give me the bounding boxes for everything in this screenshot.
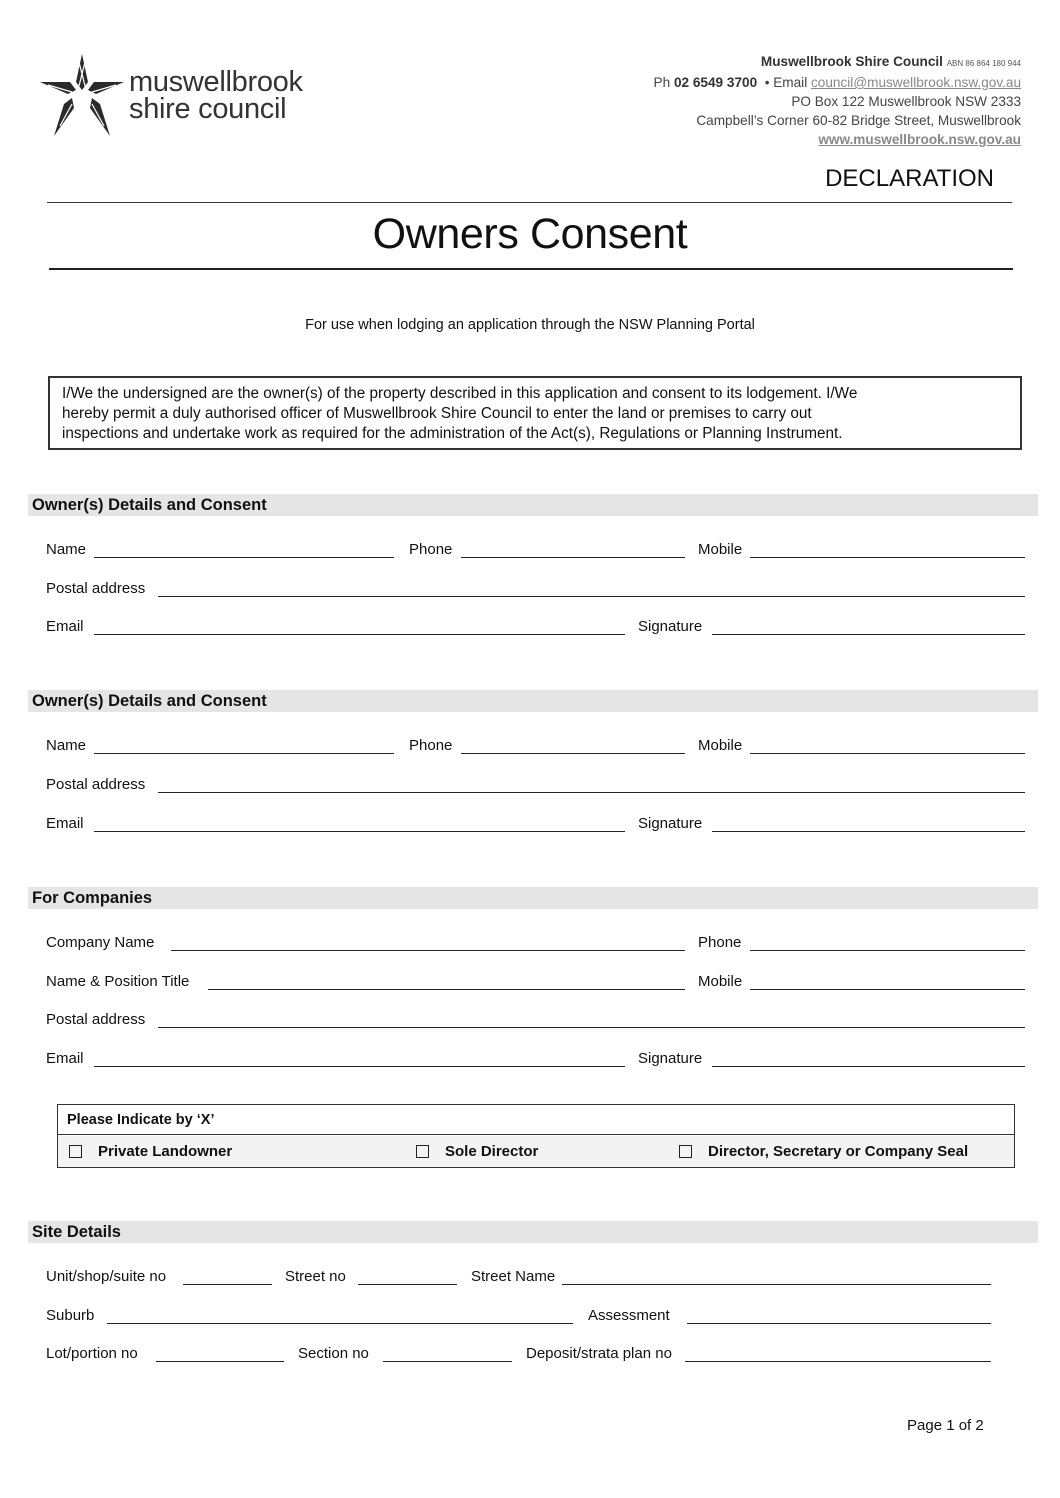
logo-wordmark	[129, 66, 303, 125]
postal-label: Postal address	[46, 1011, 146, 1028]
notice-line: hereby permit a duly authorised officer of Muswellbrook Shire Council to enter the land or premises to carry out	[62, 405, 812, 422]
mobile-field[interactable]	[750, 557, 1025, 558]
company-name-label: Company Name	[46, 934, 155, 951]
assessment-label: Assessment	[588, 1307, 670, 1324]
divider	[47, 202, 1012, 203]
street-name-label: Street Name	[471, 1268, 556, 1285]
mobile-field[interactable]	[750, 753, 1025, 754]
section-heading-companies: For Companies	[28, 887, 1038, 909]
name-position-label: Name & Position Title	[46, 973, 190, 990]
lot-label: Lot/portion no	[46, 1345, 138, 1362]
mobile-label: Mobile	[698, 973, 743, 990]
signature-label: Signature	[638, 815, 703, 832]
email-label: Email	[46, 618, 84, 635]
street-name-field[interactable]	[562, 1284, 991, 1285]
email-field[interactable]	[94, 1066, 625, 1067]
postal-field[interactable]	[158, 792, 1025, 793]
divider	[49, 268, 1013, 270]
owner-type-options	[58, 1136, 1014, 1167]
website-link[interactable]: www.muswellbrook.nsw.gov.au	[818, 132, 1021, 147]
section-no-field[interactable]	[383, 1361, 512, 1362]
phone-field[interactable]	[461, 753, 685, 754]
option-label: Director, Secretary or Company Seal	[708, 1143, 969, 1160]
org-name: Muswellbrook Shire Council	[760, 54, 943, 69]
unit-field[interactable]	[183, 1284, 272, 1285]
option-label: Private Landowner	[98, 1143, 233, 1160]
star-logo-icon	[38, 52, 128, 140]
street-address: Campbell’s Corner 60-82 Bridge Street, Muswellbrook	[696, 113, 1021, 128]
signature-field[interactable]	[712, 634, 1025, 635]
logo-line-1: muswellbrook	[129, 66, 303, 98]
name-field[interactable]	[94, 753, 394, 754]
consent-notice	[48, 376, 1022, 450]
section-no-label: Section no	[298, 1345, 369, 1362]
contact-block	[654, 52, 1021, 149]
phone-label: Phone	[409, 737, 453, 754]
signature-field[interactable]	[712, 831, 1025, 832]
street-no-label: Street no	[285, 1268, 346, 1285]
phone-field[interactable]	[750, 950, 1025, 951]
phone-label: Phone	[698, 934, 742, 951]
mobile-label: Mobile	[698, 737, 743, 754]
name-position-field[interactable]	[208, 989, 685, 990]
email-label: Email	[46, 815, 84, 832]
option-private-landowner[interactable]	[69, 1143, 232, 1160]
notice-line: I/We the undersigned are the owner(s) of the property described in this application and consent to its lodgement. I/We	[62, 385, 858, 402]
phone-number: 02 6549 3700	[673, 75, 758, 90]
postal-field[interactable]	[158, 596, 1025, 597]
po-box: PO Box 122 Muswellbrook NSW 2333	[791, 94, 1021, 109]
email-link[interactable]: council@muswellbrook.nsw.gov.au	[811, 75, 1021, 90]
deposit-plan-label: Deposit/strata plan no	[526, 1345, 672, 1362]
unit-label: Unit/shop/suite no	[46, 1268, 167, 1285]
email-prefix: • Email	[764, 75, 808, 90]
abn: ABN 86 864 180 944	[946, 59, 1021, 68]
section-heading-site: Site Details	[28, 1221, 1038, 1243]
page-title: Owners Consent	[372, 210, 688, 258]
council-logo	[38, 52, 338, 142]
option-sole-director[interactable]	[416, 1143, 538, 1160]
name-label: Name	[46, 737, 87, 754]
phone-field[interactable]	[461, 557, 685, 558]
logo-line-2: shire council	[129, 93, 287, 125]
option-director-secretary-seal[interactable]	[679, 1143, 968, 1160]
owner-type-table	[57, 1104, 1015, 1168]
notice-line: inspections and undertake work as required for the administration of the Act(s), Regulations or Planning Instrument.	[62, 425, 843, 442]
assessment-field[interactable]	[687, 1323, 991, 1324]
postal-label: Postal address	[46, 776, 146, 793]
mobile-field[interactable]	[750, 989, 1025, 990]
doc-type: DECLARATION	[825, 165, 994, 192]
email-field[interactable]	[94, 634, 625, 635]
name-field[interactable]	[94, 557, 394, 558]
checkbox-icon[interactable]	[679, 1145, 692, 1158]
signature-field[interactable]	[712, 1066, 1025, 1067]
phone-prefix: Ph	[653, 75, 671, 90]
option-label: Sole Director	[445, 1143, 539, 1160]
company-name-field[interactable]	[171, 950, 685, 951]
section-heading-owner-1: Owner(s) Details and Consent	[28, 494, 1038, 516]
section-heading-owner-2: Owner(s) Details and Consent	[28, 690, 1038, 712]
owner-type-heading: Please Indicate by ‘X’	[58, 1105, 1014, 1135]
signature-label: Signature	[638, 618, 703, 635]
lot-field[interactable]	[156, 1361, 284, 1362]
suburb-label: Suburb	[46, 1307, 95, 1324]
postal-label: Postal address	[46, 580, 146, 597]
checkbox-icon[interactable]	[69, 1145, 82, 1158]
street-no-field[interactable]	[358, 1284, 457, 1285]
deposit-plan-field[interactable]	[685, 1361, 991, 1362]
email-field[interactable]	[94, 831, 625, 832]
name-label: Name	[46, 541, 87, 558]
suburb-field[interactable]	[107, 1323, 573, 1324]
checkbox-icon[interactable]	[416, 1145, 429, 1158]
postal-field[interactable]	[158, 1027, 1025, 1028]
page-number: Page 1 of 2	[907, 1417, 984, 1434]
phone-label: Phone	[409, 541, 453, 558]
email-label: Email	[46, 1050, 84, 1067]
signature-label: Signature	[638, 1050, 703, 1067]
subtitle: For use when lodging an application through the NSW Planning Portal	[305, 317, 755, 333]
mobile-label: Mobile	[698, 541, 743, 558]
